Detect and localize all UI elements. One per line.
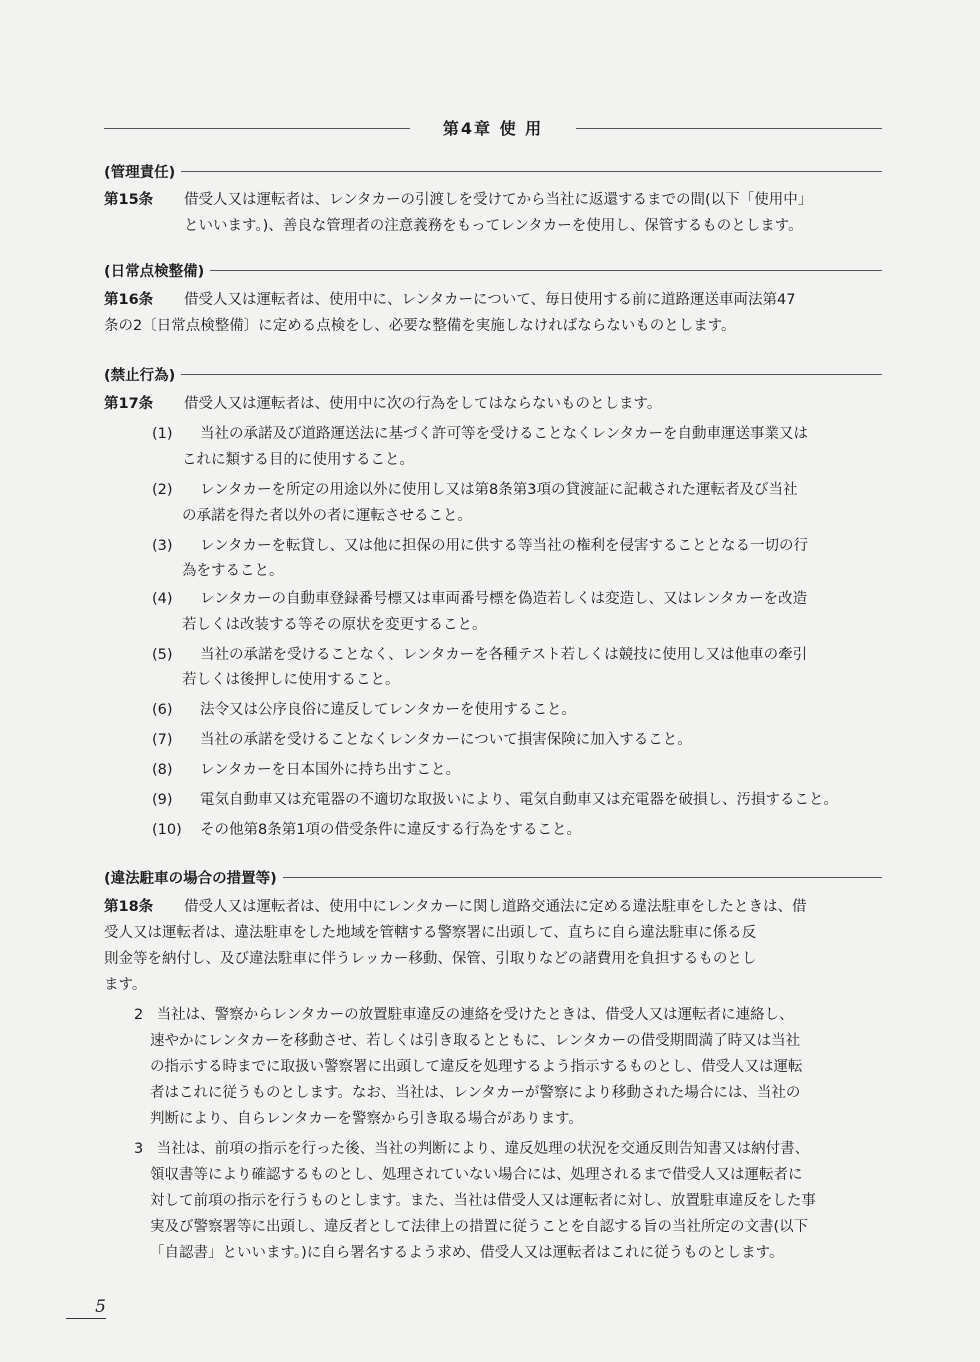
list-item-7: (7) 当社の承諾を受けることなくレンタカーについて損害保険に加入すること。 [152, 732, 692, 748]
list-item-5-line-1: (5) 当社の承諾を受けることなく、レンタカーを各種テスト若しくは競技に使用し又は他車の牽引 [152, 647, 808, 663]
article-18-p2-line-2: 速やかにレンタカーを移動させ、若しくは引き取るとともに、レンタカーの借受期間満了時又は当社 [150, 1033, 801, 1049]
section-heading-label: (日常点検整備) [104, 260, 210, 281]
list-item-10: (10) その他第8条第1項の借受条件に違反する行為をすること。 [152, 822, 581, 838]
article-18-p1-line-3: 則金等を納付し、及び違法駐車に伴うレッカー移動、保管、引取りなどの諸費用を負担するものとし [104, 951, 757, 967]
list-item-1-line-1: (1) 当社の承諾及び道路運送法に基づく許可等を受けることなくレンタカーを自動車運送事業又は [152, 426, 809, 442]
list-item-3-line-2: 為をすること。 [182, 563, 284, 579]
article-number: 第16条 [104, 292, 154, 308]
list-item-5-line-2: 若しくは後押しに使用すること。 [182, 672, 400, 688]
article-18-p2-line-3: の指示する時までに取扱い警察署に出頭して違反を処理するよう指示するものとし、借受人又は運転 [150, 1059, 803, 1075]
article-15-line-1: 第15条 借受人又は運転者は、レンタカーの引渡しを受けてから当社に返還するまでの間(以下「使用中」 [104, 187, 812, 213]
article-number: 第18条 [104, 899, 154, 915]
list-item-4-line-2: 若しくは改装する等その原状を変更すること。 [182, 617, 487, 633]
article-16-line-1: 第16条 借受人又は運転者は、使用中に、レンタカーについて、毎日使用する前に道路運送車両法第47 [104, 287, 795, 313]
article-16-line-2: 条の2〔日常点検整備〕に定める点検をし、必要な整備を実施しなければならないものとします。 [104, 318, 736, 334]
article-18-p3-line-3: 対して前項の指示を行うものとします。また、当社は借受人又は運転者に対し、放置駐車違反をした事 [150, 1193, 816, 1209]
list-item-9: (9) 電気自動車又は充電器の不適切な取扱いにより、電気自動車又は充電器を破損し、汚損すること。 [152, 792, 838, 808]
section-heading-label: (管理責任) [104, 161, 181, 182]
article-18-p2-line-4: 者はこれに従うものとします。なお、当社は、レンタカーが警察により移動された場合には、当社の [150, 1085, 801, 1101]
list-item-1-line-2: これに類する目的に使用すること。 [182, 452, 414, 468]
list-item-6: (6) 法令又は公序良俗に違反してレンタカーを使用すること。 [152, 702, 577, 718]
chapter-title: 第4章 使 用 [442, 119, 544, 138]
paragraph-number: 3 [134, 1141, 144, 1157]
article-15-line-2: といいます。)、善良な管理者の注意義務をもってレンタカーを使用し、保管するものとします。 [184, 218, 803, 234]
list-item-2-line-2: の承諾を得た者以外の者に運転させること。 [182, 508, 472, 524]
list-item-4-line-1: (4) レンタカーの自動車登録番号標又は車両番号標を偽造若しくは変造し、又はレンタカーを改造 [152, 591, 808, 607]
article-number: 第15条 [104, 192, 154, 208]
article-17-intro: 第17条 借受人又は運転者は、使用中に次の行為をしてはならないものとします。 [104, 391, 661, 417]
article-18-p1-line-4: ます。 [104, 977, 147, 993]
article-18-p2-line-5: 判断により、自らレンタカーを警察から引き取る場合があります。 [150, 1111, 583, 1127]
section-heading-management [104, 161, 882, 181]
section-heading-daily-inspection [104, 260, 882, 280]
list-item-8: (8) レンタカーを日本国外に持ち出すこと。 [152, 762, 461, 778]
article-18-p3-line-5: 「自認書」といいます。)に自ら署名するよう求め、借受人又は運転者はこれに従うものとします。 [150, 1245, 784, 1261]
list-item-3-line-1: (3) レンタカーを転貸し、又は他に担保の用に供する等当社の権利を侵害することとなる一切の行 [152, 538, 809, 554]
article-number: 第17条 [104, 396, 154, 412]
section-heading-prohibited-acts [104, 364, 882, 384]
paragraph-number: 2 [134, 1007, 144, 1023]
article-18-p3-line-2: 領収書等により確認するものとし、処理されていない場合には、処理されるまで借受人又は運転者に [150, 1167, 803, 1183]
article-18-p3-line-4: 実及び警察署等に出頭し、違反者として法律上の措置に従うことを自認する旨の当社所定の文書(以下 [150, 1219, 809, 1235]
article-18-p1-line-2: 受人又は運転者は、違法駐車をした地域を管轄する警察署に出頭して、直ちに自ら違法駐車に係る反 [104, 925, 757, 941]
chapter-header [104, 118, 882, 138]
article-18-p2-line-1: 2 当社は、警察からレンタカーの放置駐車違反の連絡を受けたときは、借受人又は運転者に連絡し、 [134, 1002, 794, 1028]
article-18-p3-line-1: 3 当社は、前項の指示を行った後、当社の判断により、違反処理の状況を交通反則告知書又は納付書、 [134, 1136, 809, 1162]
section-heading-label: (禁止行為) [104, 364, 181, 385]
section-heading-label: (違法駐車の場合の措置等) [104, 867, 283, 888]
section-heading-illegal-parking [104, 867, 882, 887]
article-18-p1-line-1: 第18条 借受人又は運転者は、使用中にレンタカーに関し道路交通法に定める違法駐車をしたときは、借 [104, 894, 807, 920]
page-number: 5 [66, 1296, 106, 1319]
list-item-2-line-1: (2) レンタカーを所定の用途以外に使用し又は第8条第3項の貸渡証に記載された運転者及び当社 [152, 482, 798, 498]
